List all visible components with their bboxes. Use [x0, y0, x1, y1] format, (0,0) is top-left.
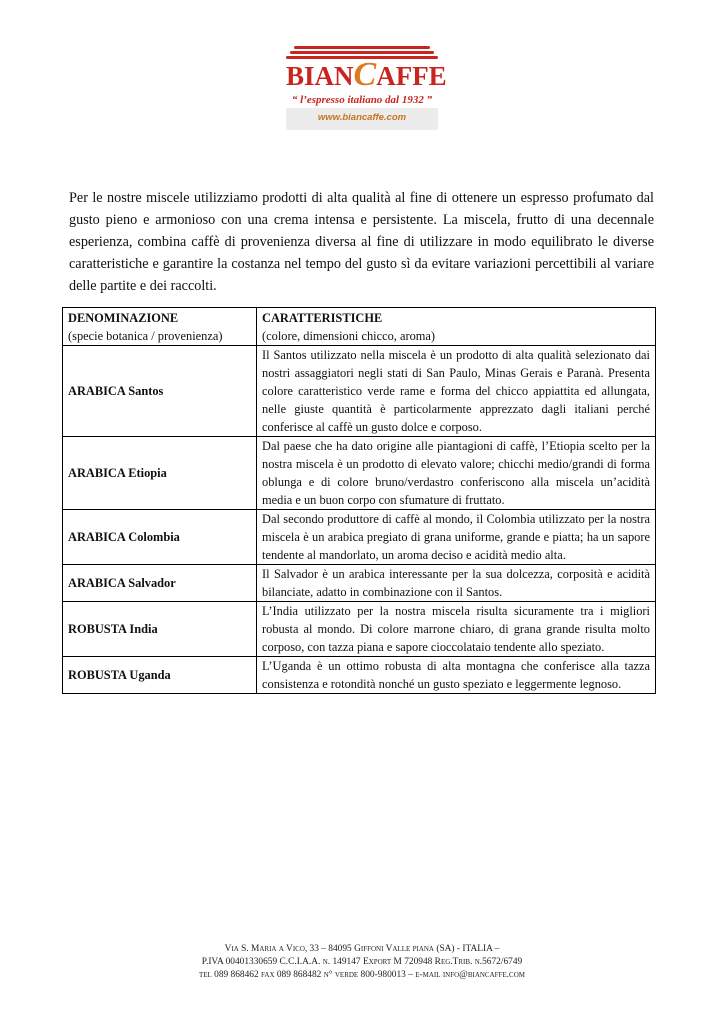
table-header-row [63, 308, 656, 346]
table-row [63, 437, 656, 510]
header-col2-title: CARATTERISTICHE [262, 311, 383, 325]
row-description: Dal paese che ha dato origine alle piantagioni di caffè, l’Etiopia scelto per la nostra miscela è un prodotto di elevato valore; chicchi medio/grandi di forma oblunga e di colore bruno/verdastro conferiscono alla miscela un’acidità media e un buon corpo con sfumature di fruttato. [257, 437, 656, 510]
logo-brand-name [286, 56, 447, 93]
table-row [63, 510, 656, 565]
row-description: Il Salvador è un arabica interessante per la sua dolcezza, corposità e acidità bilanciate, adatto in combinazione con il Santos. [257, 565, 656, 602]
footer-contacts: tel 089 868462 fax 089 868482 n° verde 800-980013 – e-mail info@biancaffe.com [198, 970, 526, 980]
row-name: ARABICA Colombia [63, 510, 257, 565]
row-description: Il Santos utilizzato nella miscela è un prodotto di alta qualità selezionato dai nostri assaggiatori negli stati di San Paulo, Minas Gerais e Paranà. Presenta colore caratteristico verde rame e forma del chicco appiattita ed allungata, nelle giuste quantità è particolarmente apprezzato dagli italiani perché conferisce al caffè un gusto dolce e corposo. [257, 346, 656, 437]
row-description: L’India utilizzato per la nostra miscela risulta sicuramente tra i migliori robusta al mondo. Di colore marrone chiaro, di grana grande risulta molto corposo, con tazza piana e sapore cioccolataio tendente allo speziato. [257, 602, 656, 657]
logo-brand-left: BIAN [286, 61, 354, 91]
footer-address: Via S. Maria a Vico, 33 – 84095 Giffoni Valle piana (SA) - ITALIA – [224, 944, 500, 954]
logo-tagline: “ l’espresso italiano dal 1932 ” [291, 94, 433, 106]
row-name: ROBUSTA India [63, 602, 257, 657]
row-name: ARABICA Santos [63, 346, 257, 437]
row-description: Dal secondo produttore di caffè al mondo, il Colombia utilizzato per la nostra miscela è un arabica pregiato di grana uniforme, grande e piatta; ha un sapore tendente al mandorlato, un aroma deciso e acidità medio alta. [257, 510, 656, 565]
header-col1-title: DENOMINAZIONE [68, 311, 179, 325]
table-row [63, 565, 656, 602]
logo-brand-right: AFFE [376, 61, 447, 91]
header-caratteristiche [257, 308, 656, 346]
page-footer [0, 943, 724, 982]
footer-registration: P.IVA 00401330659 C.C.I.A.A. n. 149147 Export M 720948 Reg.Trib. n.5672/6749 [201, 957, 523, 967]
header-col2-subtitle: (colore, dimensioni chicco, aroma) [262, 329, 436, 343]
coffee-blend-table [62, 307, 656, 694]
row-name: ARABICA Salvador [63, 565, 257, 602]
table-row [63, 602, 656, 657]
row-name: ROBUSTA Uganda [63, 657, 257, 694]
table-row [63, 657, 656, 694]
logo-url: www.biancaffe.com [317, 112, 407, 123]
row-name: ARABICA Etiopia [63, 437, 257, 510]
header-col1-subtitle: (specie botanica / provenienza) [68, 329, 223, 343]
company-logo [286, 46, 447, 130]
logo-brand-c: C [353, 56, 377, 93]
intro-paragraph: Per le nostre miscele utilizziamo prodotti di alta qualità al fine di ottenere un espresso profumato dal gusto pieno e armonioso con una crema intensa e persistente. La miscela, frutto di una decennale esperienza, combina caffè di provenienza diversa al fine di utilizzare in modo equilibrato le diverse caratteristiche e garantire la costanza nel tempo del gusto sì da evitare variazioni percettibili al variare delle partite e dei raccolti. [69, 190, 654, 295]
header-denominazione [63, 308, 257, 346]
row-description: L’Uganda è un ottimo robusta di alta montagna che conferisce alla tazza consistenza e rotondità nonché un gusto speziato e leggermente legnoso. [257, 657, 656, 694]
table-row [63, 346, 656, 437]
